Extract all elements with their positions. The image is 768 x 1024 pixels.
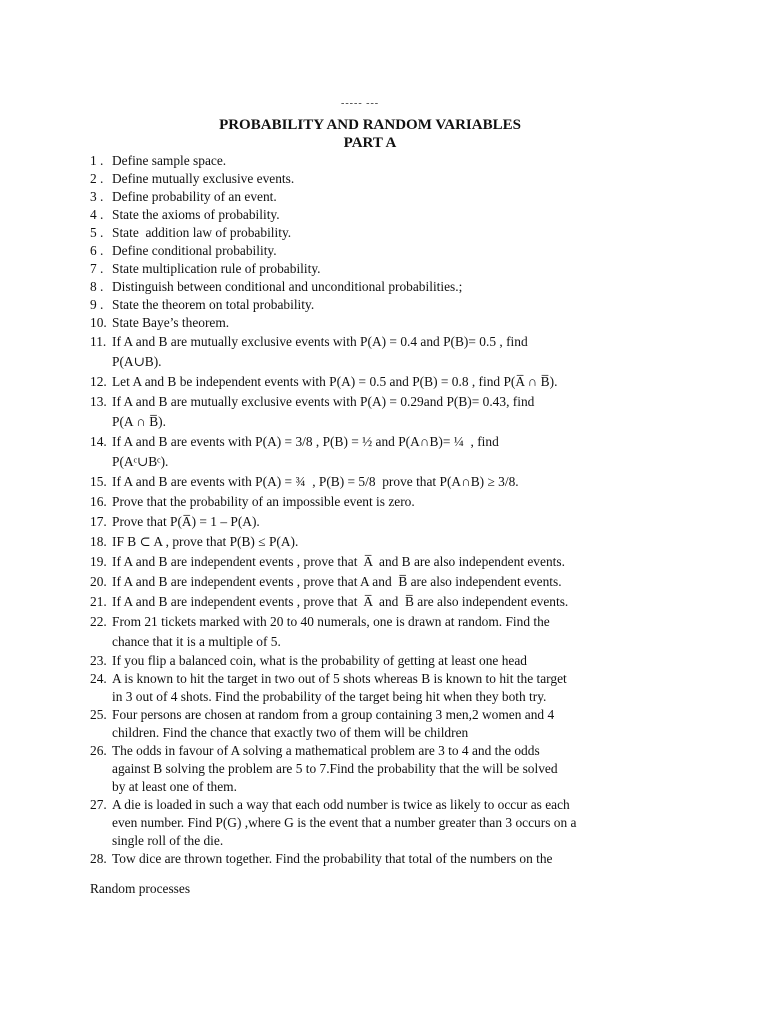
- question-text: IF B ⊂ A , prove that P(B) ≤ P(A).: [112, 534, 299, 549]
- question-item: [90, 372, 710, 392]
- question-item: [90, 332, 710, 372]
- question-text: State the axioms of probability.: [112, 207, 280, 222]
- section-footer: Random processes: [90, 881, 191, 896]
- question-text: Prove that P(A̅) = 1 – P(A).: [112, 514, 260, 529]
- question-number: 1 .: [90, 153, 104, 168]
- question-text: Define sample space.: [112, 153, 227, 168]
- question-text: Define probability of an event.: [112, 189, 277, 204]
- question-number: 5 .: [90, 225, 104, 240]
- question-number: 16.: [90, 494, 107, 509]
- question-number: 8 .: [90, 279, 104, 294]
- section-heading: PART A: [343, 135, 397, 151]
- question-text: If A and B are independent events , prove that A̅ and B are also independent events.: [112, 554, 565, 569]
- question-text: The odds in favour of A solving a mathematical problem are 3 to 4 and the odds against B solving the problem are 5 to 7.Find the probability that the will be solved by at least one of them.: [112, 743, 558, 794]
- question-item: [90, 572, 710, 592]
- question-item: [90, 472, 710, 492]
- question-item: [90, 278, 710, 296]
- question-item: [90, 206, 710, 224]
- question-text: Distinguish between conditional and unconditional probabilities.;: [112, 279, 463, 294]
- question-item: [90, 152, 710, 170]
- question-text: Define mutually exclusive events.: [112, 171, 295, 186]
- question-number: 25.: [90, 707, 107, 722]
- question-item: [90, 552, 710, 572]
- question-item: [90, 242, 710, 260]
- question-item: [90, 512, 710, 532]
- question-text: Tow dice are thrown together. Find the probability that total of the numbers on the: [112, 851, 553, 866]
- question-item: [90, 260, 710, 278]
- question-number: 14.: [90, 434, 107, 449]
- question-number: 9 .: [90, 297, 104, 312]
- question-text: State addition law of probability.: [112, 225, 292, 240]
- question-text: If A and B are independent events , prove that A and B̅ are also independent events.: [112, 574, 562, 589]
- question-number: 15.: [90, 474, 107, 489]
- question-number: 26.: [90, 743, 107, 758]
- question-number: 22.: [90, 614, 107, 629]
- question-item: [90, 850, 710, 868]
- question-text: If A and B are events with P(A) = 3/8 , P(B) = ½ and P(A∩B)= ¼ , find P(Aᶜ∪Bᶜ).: [112, 434, 499, 469]
- question-text: Four persons are chosen at random from a group containing 3 men,2 women and 4 children. Find the chance that exactly two of them will be children: [112, 707, 555, 740]
- question-item: [90, 170, 710, 188]
- question-item: [90, 432, 710, 472]
- question-text: If A and B are mutually exclusive events with P(A) = 0.29and P(B)= 0.43, find P(A ∩ B̅).: [112, 394, 535, 429]
- document-title: PROBABILITY AND RANDOM VARIABLES: [219, 117, 521, 133]
- question-item: [90, 314, 710, 332]
- question-list: [90, 152, 710, 868]
- question-text: If A and B are mutually exclusive events with P(A) = 0.4 and P(B)= 0.5 , find P(A∪B).: [112, 334, 528, 369]
- question-item: [90, 652, 710, 670]
- question-item: [90, 188, 710, 206]
- question-number: 2 .: [90, 171, 104, 186]
- question-text: State Baye’s theorem.: [112, 315, 230, 330]
- question-number: 10.: [90, 315, 107, 330]
- question-number: 7 .: [90, 261, 104, 276]
- question-item: [90, 706, 710, 742]
- question-number: 6 .: [90, 243, 104, 258]
- question-item: [90, 592, 710, 612]
- question-number: 27.: [90, 797, 107, 812]
- question-item: [90, 224, 710, 242]
- question-item: [90, 612, 710, 652]
- question-text: State multiplication rule of probability.: [112, 261, 321, 276]
- question-text: Define conditional probability.: [112, 243, 277, 258]
- question-number: 13.: [90, 394, 107, 409]
- question-text: Prove that the probability of an impossible event is zero.: [112, 494, 415, 509]
- question-text: A die is loaded in such a way that each odd number is twice as likely to occur as each even number. Find P(G) ,where G is the event that a number greater than 3 occurs on a single roll of the die.: [112, 797, 577, 848]
- question-item: [90, 670, 710, 706]
- question-number: 12.: [90, 374, 107, 389]
- question-number: 20.: [90, 574, 107, 589]
- question-number: 4 .: [90, 207, 104, 222]
- question-text: Let A and B be independent events with P(A) = 0.5 and P(B) = 0.8 , find P(A̅ ∩ B̅).: [112, 374, 558, 389]
- question-item: [90, 296, 710, 314]
- question-number: 21.: [90, 594, 107, 609]
- question-text: If you flip a balanced coin, what is the probability of getting at least one head: [112, 653, 527, 668]
- question-item: [90, 742, 710, 796]
- question-number: 3 .: [90, 189, 104, 204]
- question-number: 18.: [90, 534, 107, 549]
- question-text: If A and B are events with P(A) = ¾ , P(B) = 5/8 prove that P(A∩B) ≥ 3/8.: [112, 474, 519, 489]
- question-number: 28.: [90, 851, 107, 866]
- question-text: A is known to hit the target in two out of 5 shots whereas B is known to hit the target in 3 out of 4 shots. Find the probability of the target being hit when they both try.: [112, 671, 567, 704]
- question-number: 11.: [90, 334, 107, 349]
- question-number: 23.: [90, 653, 107, 668]
- question-text: From 21 tickets marked with 20 to 40 numerals, one is drawn at random. Find the chance that it is a multiple of 5.: [112, 614, 550, 649]
- question-number: 17.: [90, 514, 107, 529]
- question-item: [90, 492, 710, 512]
- question-text: If A and B are independent events , prove that A̅ and B̅ are also independent events.: [112, 594, 569, 609]
- question-text: State the theorem on total probability.: [112, 297, 315, 312]
- question-number: 24.: [90, 671, 107, 686]
- question-number: 19.: [90, 554, 107, 569]
- question-item: [90, 392, 710, 432]
- question-item: [90, 532, 710, 552]
- header-mark: ----- ---: [341, 98, 380, 109]
- question-item: [90, 796, 710, 850]
